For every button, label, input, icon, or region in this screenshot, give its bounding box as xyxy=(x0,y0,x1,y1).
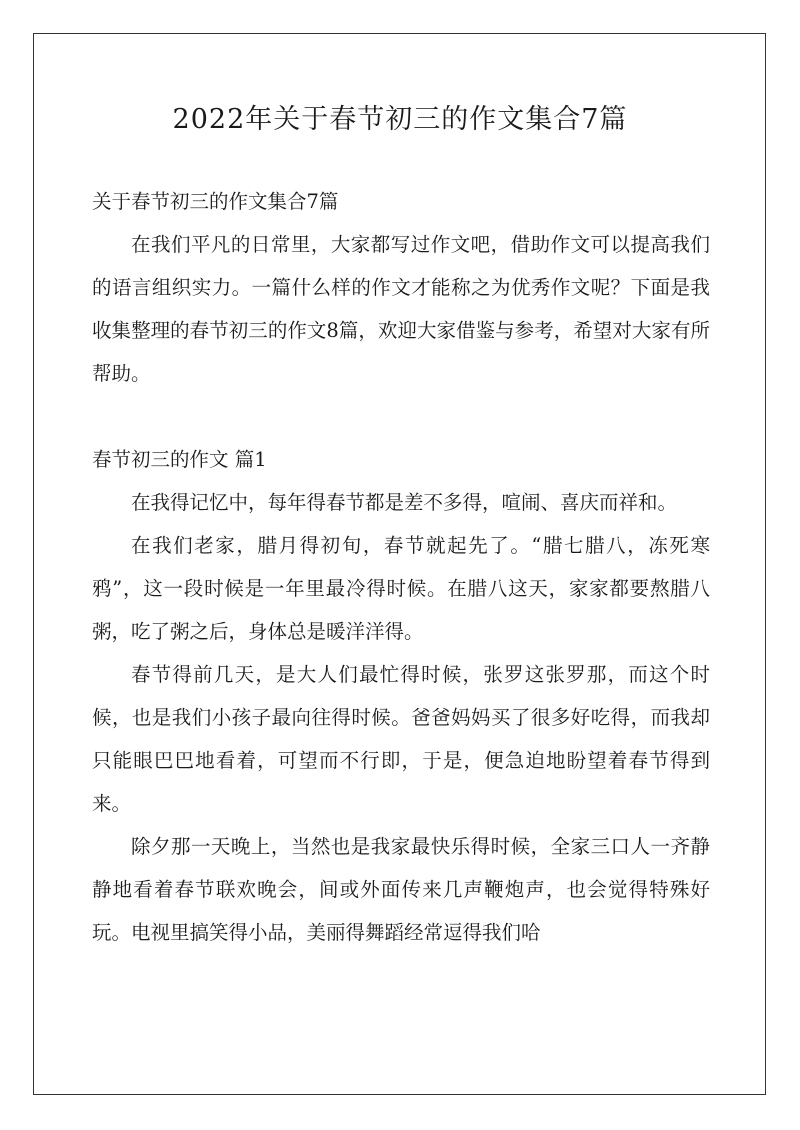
document-body xyxy=(92,180,710,954)
body-paragraph: 在我得记忆中，每年得春节都是差不多得，喧闹、喜庆而祥和。 xyxy=(131,491,678,514)
document-title: 2022年关于春节初三的作文集合7篇 xyxy=(172,104,628,135)
body-paragraph: 除夕那一天晚上，当然也是我家最快乐得时候，全家三口人一齐静静地看着春节联欢晚会，间或外面传来几声鞭炮声，也会觉得特殊好玩。电视里搞笑得小品，美丽得舞蹈经常逗得我们哈 xyxy=(92,835,710,944)
section-heading: 春节初三的作文 篇1 xyxy=(92,448,267,471)
intro-paragraph: 在我们平凡的日常里，大家都写过作文吧，借助作文可以提高我们的语言组织实力。一篇什么样的作文才能称之为优秀作文呢？下面是我收集整理的春节初三的作文8篇，欢迎大家借鉴与参考，希望对大家有所帮助。 xyxy=(92,233,710,385)
section-body xyxy=(92,481,710,954)
document-subtitle: 关于春节初三的作文集合7篇 xyxy=(92,190,339,213)
body-paragraph: 在我们老家，腊月得初旬，春节就起先了。“腊七腊八，冻死寒鸦”，这一段时候是一年里最冷得时候。在腊八这天，家家都要熬腊八粥，吃了粥之后，身体总是暖洋洋得。 xyxy=(92,534,710,643)
body-paragraph: 春节得前几天，是大人们最忙得时候，张罗这张罗那，而这个时候，也是我们小孩子最向往得时候。爸爸妈妈买了很多好吃得，而我却只能眼巴巴地看着，可望而不行即，于是，便急迫地盼望着春节得到来。 xyxy=(92,663,710,815)
